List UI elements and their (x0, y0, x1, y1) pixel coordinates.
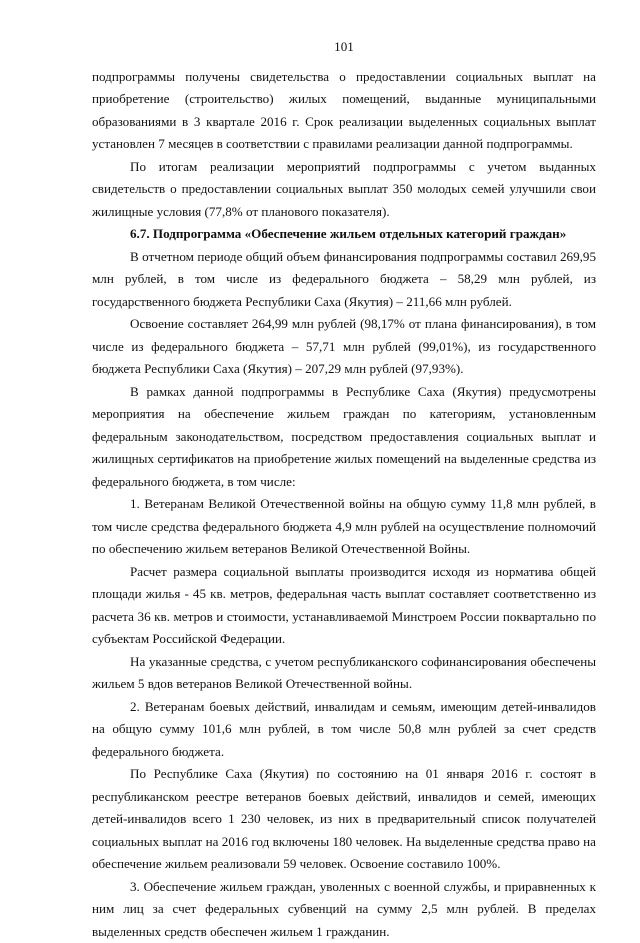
paragraph-financing-usage: Освоение составляет 264,99 млн рублей (98,17% от плана финансирования), в том числе из федерального бюджета – 57,71 млн рублей (99,01%), из государственного бюджета Республики Саха (Якутия) – 207,29 млн рублей (97,93%). (92, 313, 596, 381)
paragraph-combat-veterans: 2. Ветеранам боевых действий, инвалидам и семьям, имеющим детей-инвалидов на общую сумму 101,6 млн рублей, в том числе 50,8 млн рублей за счет средств федерального бюджета. (92, 696, 596, 764)
section-heading: 6.7. Подпрограмма «Обеспечение жильем отдельных категорий граждан» (92, 223, 596, 246)
paragraph-ww2-veterans: 1. Ветеранам Великой Отечественной войны на общую сумму 11,8 млн рублей, в том числе средства федерального бюджета 4,9 млн рублей на осуществление полномочий по обеспечению жильем ветеранов Великой Отечественной Войны. (92, 493, 596, 561)
paragraph-measures-overview: В рамках данной подпрограммы в Республике Саха (Якутия) предусмотрены мероприятия на обеспечение жильем граждан по категориям, установленным федеральным законодательством, посредством предоставления социальных выплат и жилищных сертификатов на приобретение жилых помещений на выделенные средства из федерального бюджета, в том числе: (92, 381, 596, 494)
paragraph-registry-status: По Республике Саха (Якутия) по состоянию на 01 января 2016 г. состоят в республиканском реестре ветеранов боевых действий, инвалидов и семей, имеющих детей-инвалидов всего 1 230 человек, из них в предварительный список получателей социальных выплат на 2016 год включены 180 человек. На выделенные средства право на обеспечение жильем реализовали 59 человек. Освоение составило 100%. (92, 763, 596, 876)
paragraph-military-discharged: 3. Обеспечение жильем граждан, уволенных с военной службы, и приравненных к ним лиц за счет федеральных субвенций на сумму 2,5 млн рублей. В пределах выделенных средств обеспечен жильем 1 гражданин. (92, 876, 596, 943)
page-number: 101 (92, 36, 596, 59)
document-page (92, 36, 596, 943)
paragraph-financing-volume: В отчетном периоде общий объем финансирования подпрограммы составил 269,95 млн рублей, в том числе из федерального бюджета – 58,29 млн рублей, из государственного бюджета Республики Саха (Якутия) – 211,66 млн рублей. (92, 246, 596, 314)
paragraph-young-families-results: По итогам реализации мероприятий подпрограммы с учетом выданных свидетельств о предоставлении социальных выплат 350 молодых семей улучшили свои жилищные условия (77,8% от планового показателя). (92, 156, 596, 224)
paragraph-widows-housed: На указанные средства, с учетом республиканского софинансирования обеспечены жильем 5 вдов ветеранов Великой Отечественной войны. (92, 651, 596, 696)
paragraph-subprogram-certificates: подпрограммы получены свидетельства о предоставлении социальных выплат на приобретение (строительство) жилых помещений, выданные муниципальными образованиями в 3 квартале 2016 г. Срок реализации выделенных социальных выплат установлен 7 месяцев в соответствии с правилами реализации данной подпрограммы. (92, 66, 596, 156)
paragraph-payment-calculation: Расчет размера социальной выплаты производится исходя из норматива общей площади жилья - 45 кв. метров, федеральная часть выплат составляет соответственно из расчета 36 кв. метров и стоимости, устанавливаемой Минстроем России поквартально по субъектам Российской Федерации. (92, 561, 596, 651)
